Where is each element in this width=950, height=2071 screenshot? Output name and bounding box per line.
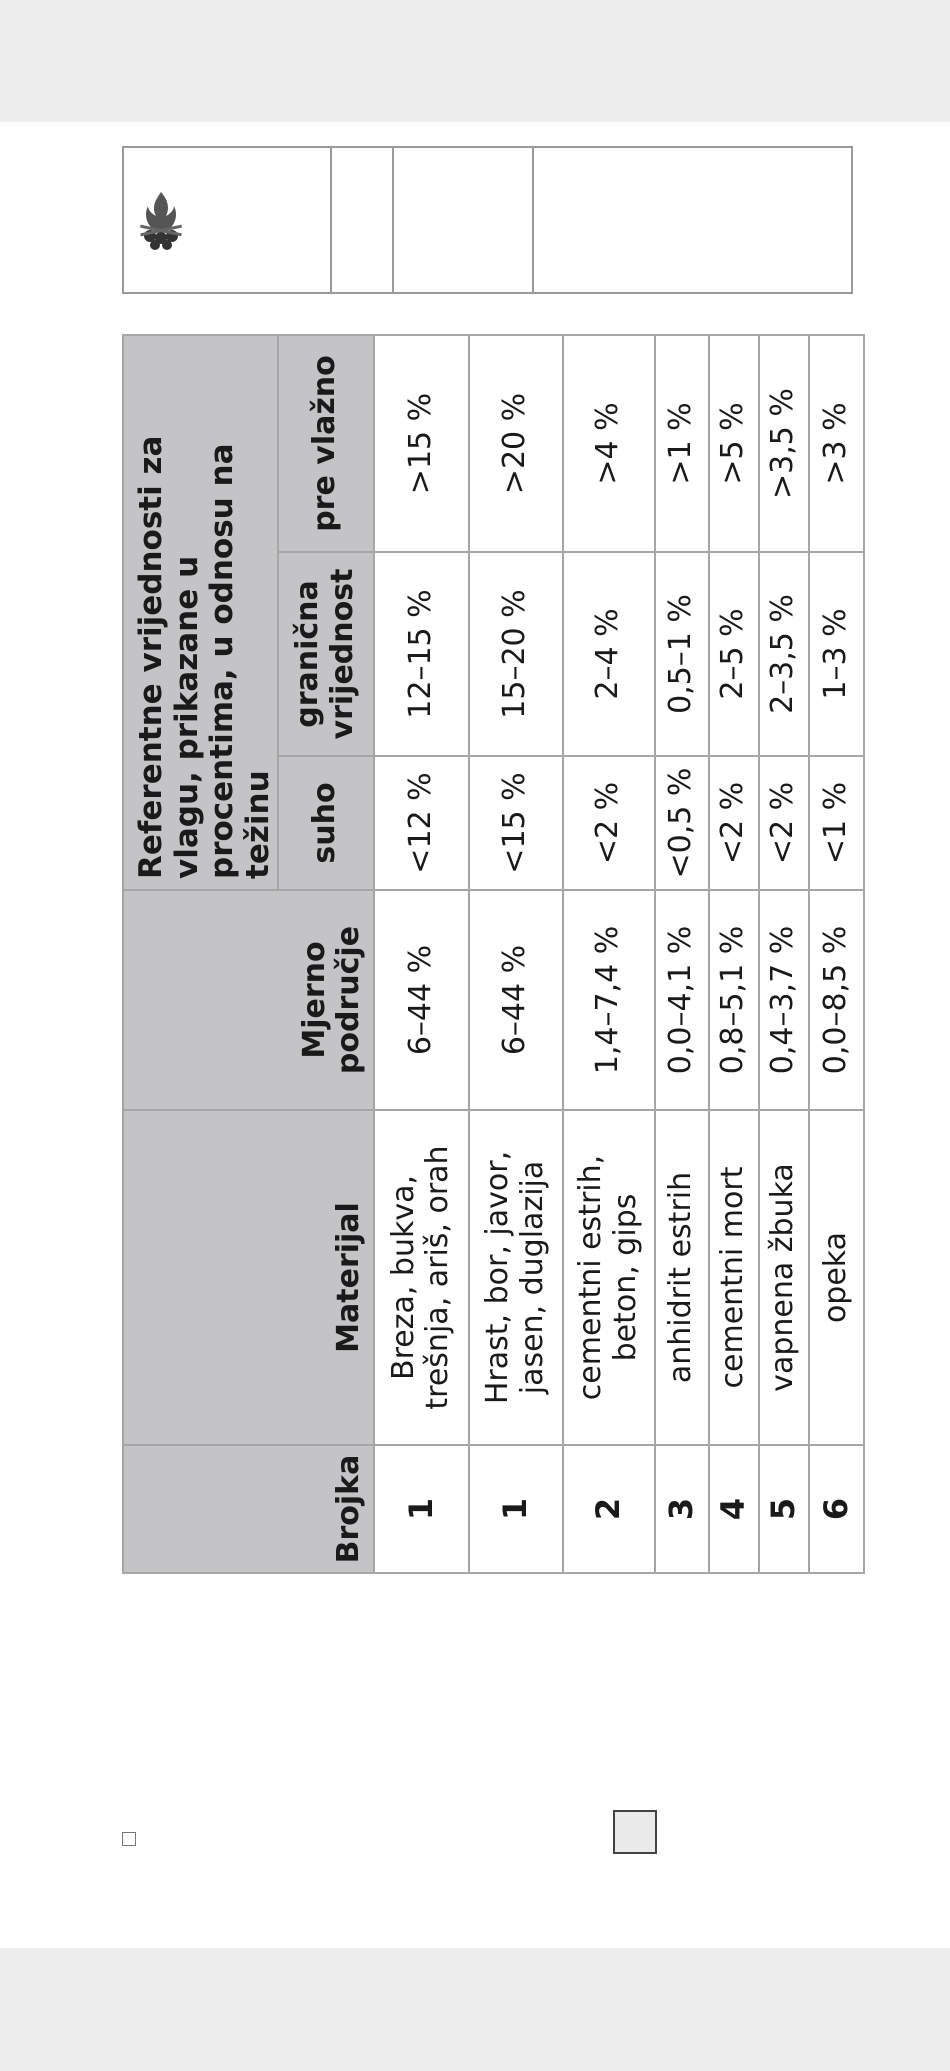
moisture-table-wrapper [122, 336, 854, 1574]
row-range: 0,0–8,5 % [809, 890, 864, 1110]
row-range: 0,4–3,7 % [759, 890, 809, 1110]
header-material: Materijal [123, 1110, 374, 1445]
table-row [809, 335, 864, 1573]
row-limit: 15–20 % [469, 552, 563, 756]
row-wet: >5 % [709, 335, 759, 552]
table-row [759, 335, 809, 1573]
row-dry: <2 % [709, 756, 759, 890]
document-page [0, 122, 950, 1948]
top-empty-table [122, 146, 853, 294]
header-reference-values: Referentne vrijednosti za vlagu, prikazane u procentima, u odnosu na težinu [123, 335, 278, 890]
row-number: 2 [563, 1445, 655, 1573]
row-limit: 1–3 % [809, 552, 864, 756]
row-limit: 0,5–1 % [655, 552, 709, 756]
row-material: Breza, bukva, trešnja, ariš, orah [374, 1110, 469, 1445]
table-row [709, 335, 759, 1573]
row-number: 4 [709, 1445, 759, 1573]
row-dry: <0,5 % [655, 756, 709, 890]
row-range: 0,8–5,1 % [709, 890, 759, 1110]
page-marker-box [613, 1810, 657, 1854]
row-range: 6–44 % [374, 890, 469, 1110]
header-range: Mjerno područje [123, 890, 374, 1110]
row-dry: <15 % [469, 756, 563, 890]
campfire-icon [136, 188, 186, 252]
row-dry: <12 % [374, 756, 469, 890]
row-range: 0,0–4,1 % [655, 890, 709, 1110]
row-material: anhidrit estrih [655, 1110, 709, 1445]
row-range: 6–44 % [469, 890, 563, 1110]
table-divider [330, 148, 332, 292]
row-wet: >15 % [374, 335, 469, 552]
table-divider [392, 148, 394, 292]
table-divider [532, 148, 534, 292]
row-material: cementni mort [709, 1110, 759, 1445]
row-wet: >3,5 % [759, 335, 809, 552]
row-wet: >20 % [469, 335, 563, 552]
moisture-reference-table [122, 334, 865, 1574]
row-limit: 2–4 % [563, 552, 655, 756]
row-wet: >1 % [655, 335, 709, 552]
table-row [374, 335, 469, 1573]
row-limit: 12–15 % [374, 552, 469, 756]
row-number: 6 [809, 1445, 864, 1573]
row-material: cementni estrih, beton, gips [563, 1110, 655, 1445]
table-row [469, 335, 563, 1573]
table-row [655, 335, 709, 1573]
table-row [563, 335, 655, 1573]
row-wet: >3 % [809, 335, 864, 552]
row-dry: <2 % [759, 756, 809, 890]
header-dry: suho [278, 756, 374, 890]
row-limit: 2–5 % [709, 552, 759, 756]
row-dry: <2 % [563, 756, 655, 890]
row-material: Hrast, bor, javor, jasen, duglazija [469, 1110, 563, 1445]
row-range: 1,4–7,4 % [563, 890, 655, 1110]
row-number: 3 [655, 1445, 709, 1573]
row-wet: >4 % [563, 335, 655, 552]
row-material: opeka [809, 1110, 864, 1445]
row-dry: <1 % [809, 756, 864, 890]
checkbox-mark [122, 1832, 136, 1846]
row-number: 1 [469, 1445, 563, 1573]
header-number: Brojka [123, 1445, 374, 1573]
row-limit: 2–3,5 % [759, 552, 809, 756]
row-number: 5 [759, 1445, 809, 1573]
header-limit: granična vrijednost [278, 552, 374, 756]
row-number: 1 [374, 1445, 469, 1573]
header-wet: pre vlažno [278, 335, 374, 552]
row-material: vapnena žbuka [759, 1110, 809, 1445]
